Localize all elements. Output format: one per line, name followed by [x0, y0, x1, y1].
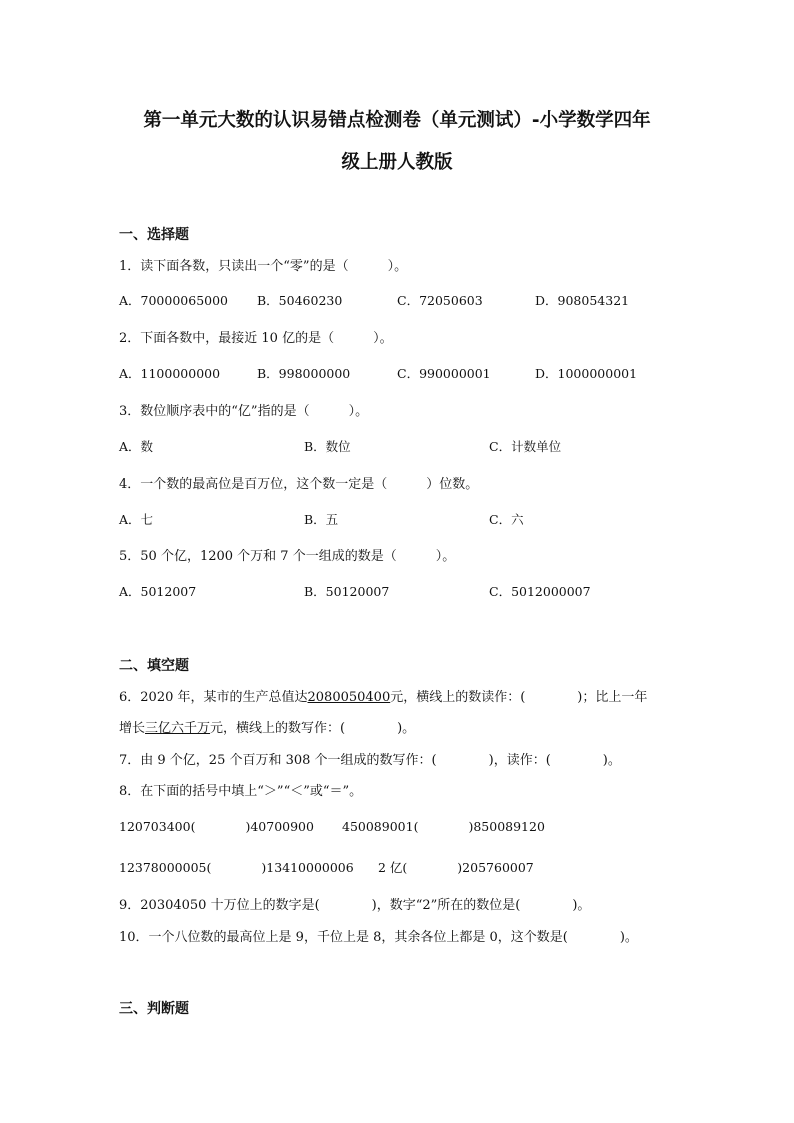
page-title-line2: 级上册人教版: [341, 152, 453, 173]
question-8-item-c: 12378000005( )13410000006: [119, 860, 354, 875]
section-heading-true-false: 三、判断题: [119, 1001, 189, 1017]
question-8-item-d: 2 亿( )205760007: [378, 860, 534, 875]
question-2-option-c: C．990000001: [397, 366, 491, 381]
question-2-option-a: A．1100000000: [119, 366, 221, 381]
question-3-stem: 3．数位顺序表中的“亿”指的是（ ）。: [119, 404, 369, 419]
question-2-option-d: D．1000000001: [535, 366, 638, 381]
question-3-option-c: C．计数单位: [489, 439, 562, 454]
question-1-option-b: B．50460230: [257, 293, 343, 308]
page-title-line1: 第一单元大数的认识易错点检测卷（单元测试）-小学数学四年: [143, 110, 651, 131]
question-4-option-c: C．六: [489, 512, 524, 527]
question-6-underlined-words: 三亿六千万: [145, 721, 211, 736]
question-10: 10．一个八位数的最高位上是 9，千位上是 8，其余各位上都是 0，这个数是( )。: [119, 930, 638, 945]
question-2-option-b: B．998000000: [257, 366, 351, 381]
question-6-text-c: 增长: [119, 721, 146, 736]
question-6-text-a: 6．2020 年，某市的生产总值达: [119, 690, 308, 705]
question-8-stem: 8．在下面的括号中填上“＞”“＜”或“＝”。: [119, 784, 363, 799]
question-6-underlined-number: 2080050400: [307, 690, 391, 705]
question-8-item-b: 450089001( )850089120: [342, 819, 545, 834]
question-3-option-b: B．数位: [304, 439, 351, 454]
question-5-stem: 5．50 个亿，1200 个万和 7 个一组成的数是（ ）。: [119, 549, 456, 564]
question-5-option-c: C．5012000007: [489, 584, 591, 599]
question-9: 9．20304050 十万位上的数字是( )，数字“2”所在的数位是( )。: [119, 898, 591, 913]
question-3-option-a: A．数: [119, 439, 154, 454]
question-1-option-a: A．70000065000: [119, 293, 229, 308]
question-1-option-c: C．72050603: [397, 293, 483, 308]
question-4-stem: 4．一个数的最高位是百万位，这个数一定是（ ）位数。: [119, 477, 479, 492]
section-heading-fill-blank: 二、填空题: [119, 658, 189, 674]
question-7: 7．由 9 个亿，25 个百万和 308 个一组成的数写作：( )，读作：( )。: [119, 753, 621, 768]
question-2-stem: 2．下面各数中，最接近 10 亿的是（ ）。: [119, 331, 393, 346]
question-6-line2: [119, 717, 415, 736]
question-1-stem: 1．读下面各数，只读出一个“零”的是（ ）。: [119, 259, 408, 274]
question-8-item-a: 120703400( )40700900: [119, 819, 314, 834]
question-4-option-b: B．五: [304, 512, 339, 527]
question-6-text-b: 元，横线上的数读作：( )；比上一年: [390, 690, 648, 705]
question-5-option-a: A．5012007: [119, 584, 197, 599]
question-5-option-b: B．50120007: [304, 584, 390, 599]
question-6-text-d: 元，横线上的数写作：( )。: [210, 721, 416, 736]
section-heading-choice: 一、选择题: [119, 227, 189, 243]
question-6-line1: [119, 686, 647, 705]
question-4-option-a: A．七: [119, 512, 154, 527]
question-1-option-d: D．908054321: [535, 293, 630, 308]
